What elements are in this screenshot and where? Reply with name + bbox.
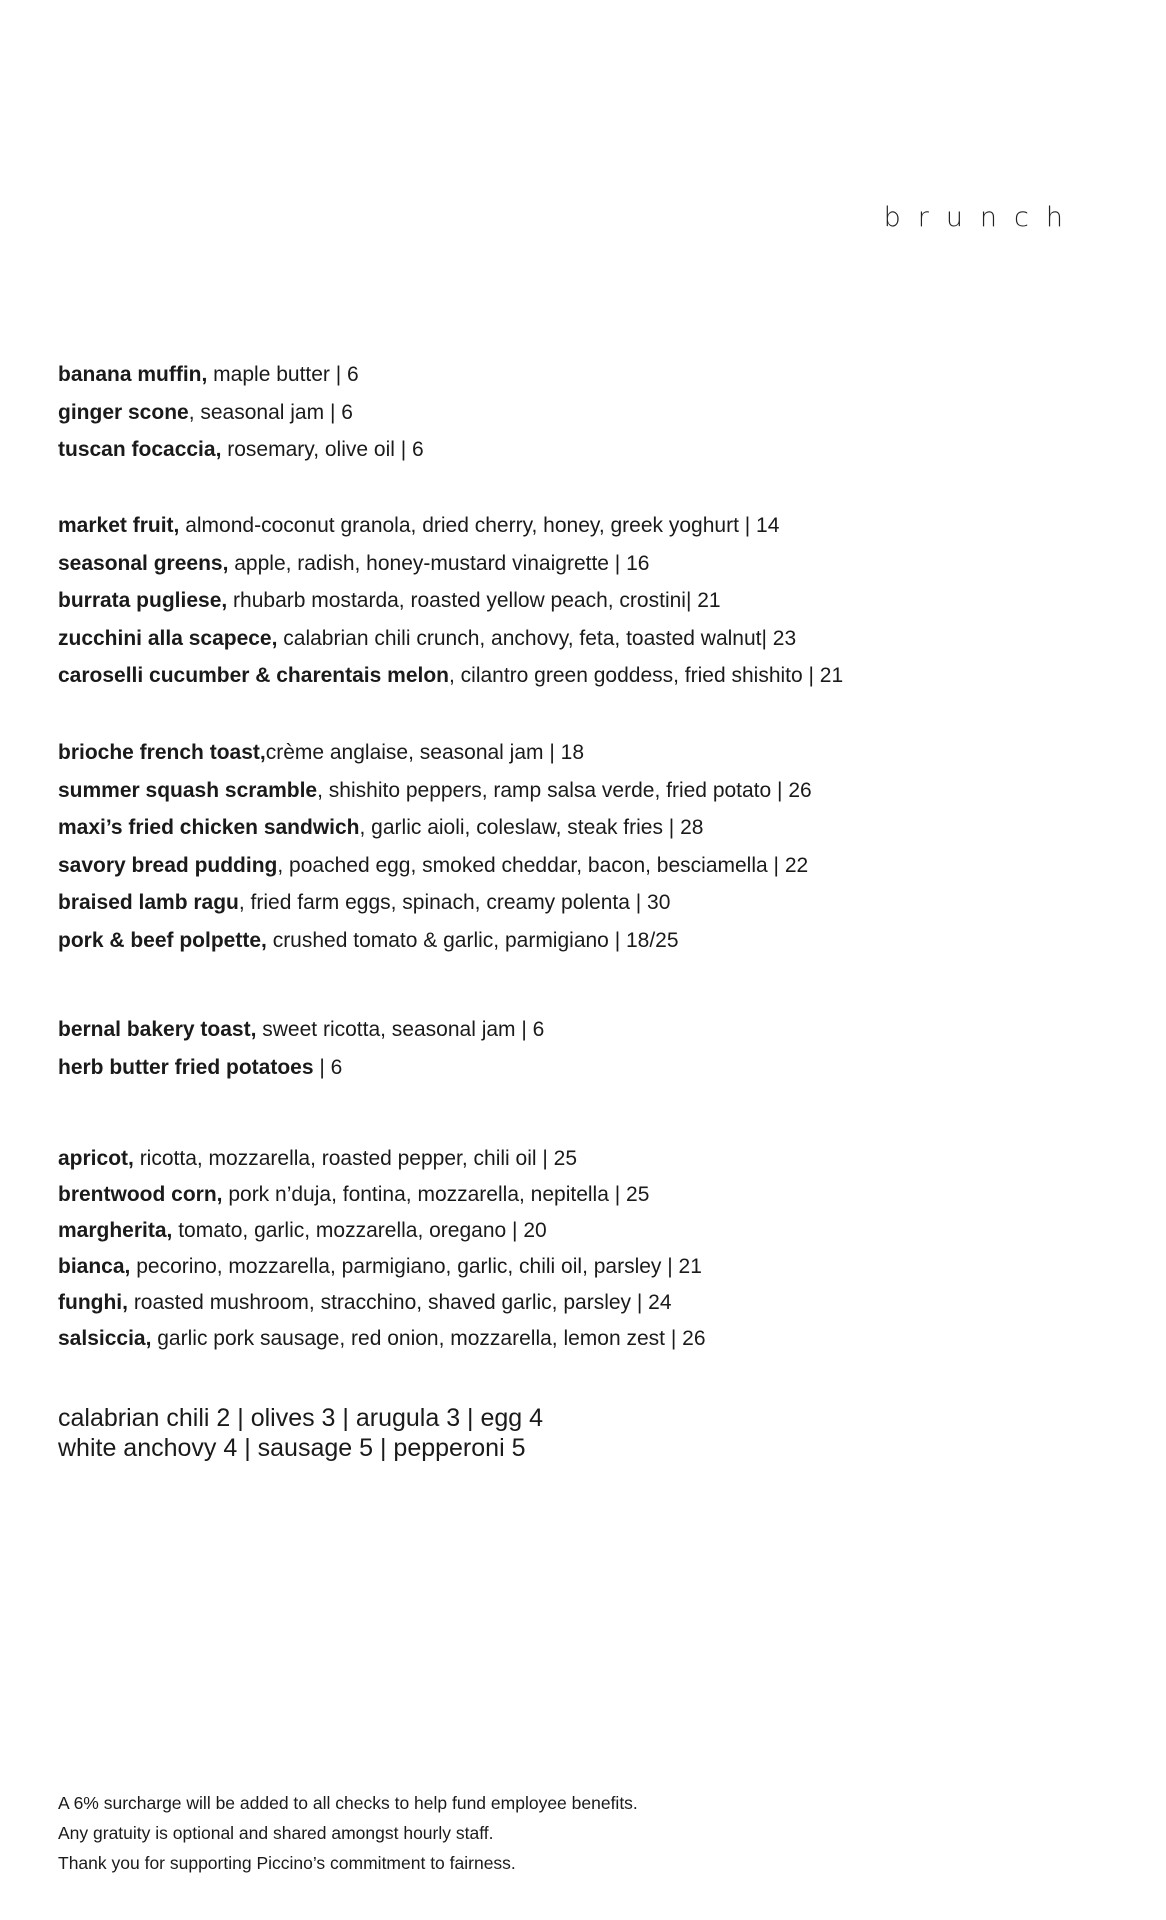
- item-desc: ricotta, mozzarella, roasted pepper, chili oil | 25: [133, 1147, 578, 1170]
- item-desc: , shishito peppers, ramp salsa verde, fried potato | 26: [317, 778, 812, 802]
- item-desc: maple butter | 6: [207, 363, 359, 386]
- item-desc: tomato, garlic, mozzarella, oregano | 20: [172, 1219, 547, 1242]
- item-name: brentwood corn,: [58, 1183, 223, 1206]
- menu-item: [58, 394, 1098, 432]
- item-desc: , poached egg, smoked cheddar, bacon, besciamella | 22: [277, 853, 809, 877]
- item-desc: calabrian chili crunch, anchovy, feta, toasted walnut| 23: [277, 626, 797, 650]
- item-desc: , fried farm eggs, spinach, creamy polenta | 30: [238, 891, 671, 914]
- item-name: market fruit,: [58, 514, 180, 537]
- footer-line: Any gratuity is optional and shared amongst hourly staff.: [58, 1823, 494, 1843]
- item-name: margherita,: [58, 1219, 173, 1242]
- addons-line: calabrian chili 2 | olives 3 | arugula 3 | egg 4: [58, 1404, 544, 1432]
- menu-item: [58, 1011, 1098, 1049]
- item-name: savory bread pudding: [58, 853, 278, 877]
- item-desc: crushed tomato & garlic, parmigiano | 18/25: [266, 928, 679, 952]
- item-desc: garlic pork sausage, red onion, mozzarella, lemon zest | 26: [151, 1327, 706, 1350]
- menu-item: [58, 922, 1098, 960]
- menu-item: [58, 1049, 1098, 1087]
- menu-item: [58, 1249, 1098, 1285]
- item-desc: | 6: [313, 1055, 343, 1079]
- mains-section: [58, 734, 1098, 959]
- menu-item: [58, 847, 1098, 885]
- salads-section: [58, 507, 1098, 695]
- footer-line: A 6% surcharge will be added to all checks to help fund employee benefits.: [58, 1793, 638, 1813]
- item-name: herb butter fried potatoes: [58, 1055, 314, 1079]
- item-desc: rhubarb mostarda, roasted yellow peach, crostini| 21: [227, 589, 721, 612]
- item-name: maxi’s fried chicken sandwich: [58, 816, 360, 839]
- item-name: summer squash scramble: [58, 778, 318, 802]
- item-name: salsiccia,: [58, 1327, 152, 1350]
- item-name: funghi,: [58, 1291, 128, 1314]
- sides-section: [58, 1011, 1098, 1086]
- item-name: banana muffin,: [58, 363, 208, 386]
- item-name: zucchini alla scapece,: [58, 626, 278, 650]
- item-desc: apple, radish, honey-mustard vinaigrette | 16: [228, 551, 650, 575]
- menu-item: [58, 545, 1098, 583]
- item-desc: pork n’duja, fontina, mozzarella, nepitella | 25: [222, 1183, 650, 1206]
- item-name: bernal bakery toast,: [58, 1018, 257, 1041]
- item-name: caroselli cucumber & charentais melon: [58, 664, 449, 687]
- item-name: bianca,: [58, 1255, 131, 1278]
- footer-line: Thank you for supporting Piccino’s commitment to fairness.: [58, 1853, 516, 1873]
- item-name: ginger scone: [58, 400, 189, 424]
- menu-item: [58, 772, 1098, 810]
- menu-item: [58, 809, 1098, 847]
- item-desc: pecorino, mozzarella, parmigiano, garlic, chili oil, parsley | 21: [130, 1255, 702, 1278]
- item-name: burrata pugliese,: [58, 589, 228, 612]
- menu-item: [58, 734, 1098, 772]
- item-name: brioche french toast,: [58, 741, 266, 764]
- item-desc: , garlic aioli, coleslaw, steak fries | 28: [359, 816, 704, 839]
- menu-item: [58, 1321, 1098, 1357]
- item-desc: roasted mushroom, stracchino, shaved garlic, parsley | 24: [127, 1291, 672, 1314]
- menu-item: [58, 884, 1098, 922]
- menu-item: [58, 657, 1098, 695]
- item-desc: rosemary, olive oil | 6: [221, 438, 424, 461]
- menu-item: [58, 431, 1098, 469]
- menu-item: [58, 620, 1098, 658]
- menu-item: [58, 1141, 1098, 1177]
- pizza-section: [58, 1141, 1098, 1357]
- item-desc: sweet ricotta, seasonal jam | 6: [256, 1018, 545, 1041]
- item-desc: , seasonal jam | 6: [188, 400, 353, 424]
- addons-section: [58, 1403, 1098, 1463]
- item-name: seasonal greens,: [58, 551, 229, 575]
- surcharge-note: [58, 1788, 638, 1878]
- menu-item: [58, 582, 1098, 620]
- menu-item: [58, 1285, 1098, 1321]
- item-name: pork & beef polpette,: [58, 928, 267, 952]
- item-name: apricot,: [58, 1147, 134, 1170]
- addons-line: white anchovy 4 | sausage 5 | pepperoni 5: [58, 1434, 526, 1462]
- menu-item: [58, 1177, 1098, 1213]
- item-desc: crème anglaise, seasonal jam | 18: [265, 741, 584, 764]
- item-desc: , cilantro green goddess, fried shishito | 21: [448, 664, 844, 687]
- pastries-section: [58, 356, 1098, 469]
- item-desc: almond-coconut granola, dried cherry, honey, greek yoghurt | 14: [179, 514, 780, 537]
- item-name: braised lamb ragu: [58, 891, 239, 914]
- menu-item: [58, 356, 1098, 394]
- menu-item: [58, 507, 1098, 545]
- menu-item: [58, 1213, 1098, 1249]
- menu-title: brunch: [883, 202, 1080, 233]
- item-name: tuscan focaccia,: [58, 438, 222, 461]
